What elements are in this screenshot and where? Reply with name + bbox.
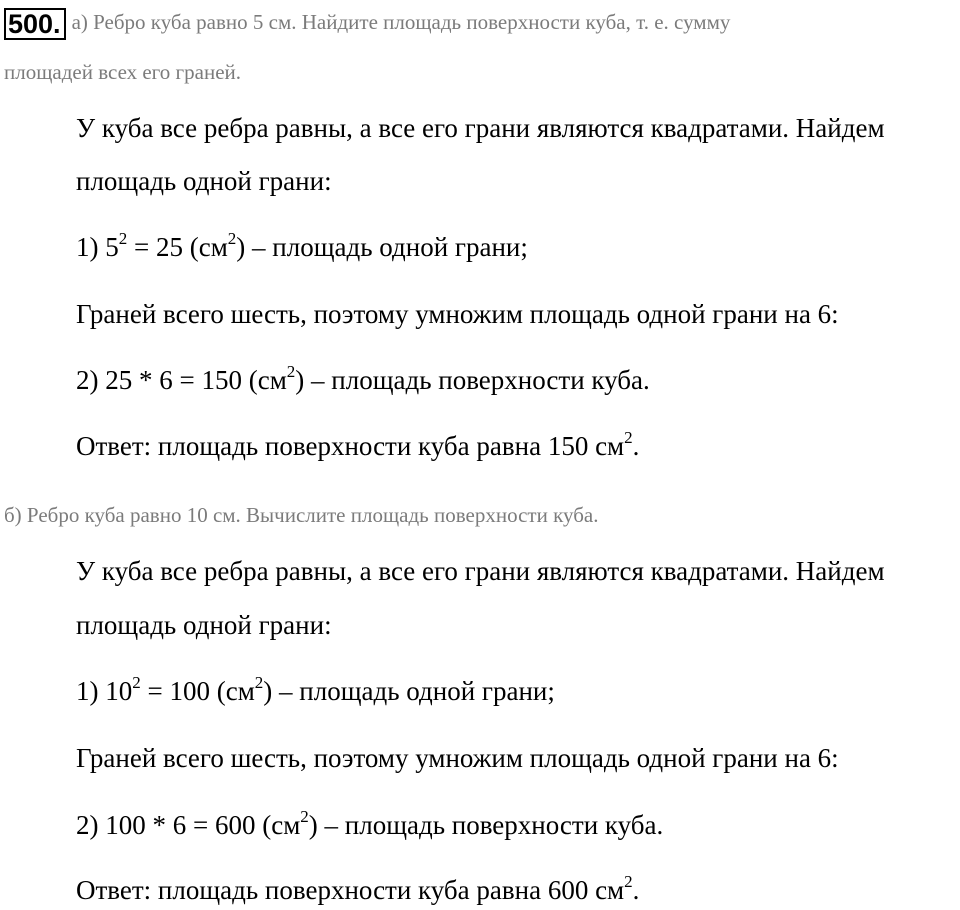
solution-b-step2 — [76, 807, 664, 840]
answer-prefix: Ответ: площадь поверхности куба равна 150 см — [76, 431, 625, 461]
step2-suffix: ) – площадь поверхности куба. — [295, 365, 650, 395]
step2-unit-exponent: 2 — [300, 807, 309, 826]
solution-b-answer — [76, 872, 640, 905]
task-a-text-line1: а) Ребро куба равно 5 см. Найдите площадь поверхности куба, т. е. сумму — [71, 10, 731, 34]
answer-unit-exponent: 2 — [624, 428, 633, 447]
solution-a-faces-note: Граней всего шесть, поэтому умножим площадь одной грани на 6: — [76, 299, 839, 329]
task-statement-a — [4, 8, 730, 40]
answer-suffix: . — [632, 431, 640, 461]
solution-a-step2 — [76, 362, 650, 395]
solution-a-intro-line2: площадь одной грани: — [76, 166, 332, 196]
task-statement-b: б) Ребро куба равно 10 см. Вычислите площадь поверхности куба. — [4, 503, 599, 527]
solution-b-step1 — [76, 673, 555, 706]
step1-unit-exponent: 2 — [227, 229, 237, 248]
task-number: 500. — [4, 8, 66, 40]
step1-exponent: 2 — [118, 229, 128, 248]
answer-prefix: Ответ: площадь поверхности куба равна 600 см — [76, 875, 625, 905]
step1-exponent: 2 — [132, 673, 141, 692]
step2-prefix: 2) 100 * 6 = 600 (см — [76, 810, 301, 840]
step1-suffix: ) – площадь одной грани; — [263, 676, 555, 706]
step1-prefix: 1) 10 — [76, 676, 133, 706]
solution-b-intro-line2: площадь одной грани: — [76, 610, 332, 640]
step1-mid: = 100 (см — [140, 676, 255, 706]
step2-prefix: 2) 25 * 6 = 150 (см — [76, 365, 287, 395]
step1-prefix: 1) 5 — [76, 232, 119, 262]
solution-b-intro-line1: У куба все ребра равны, а все его грани являются квадратами. Найдем — [76, 556, 885, 586]
step1-mid: = 25 (см — [127, 232, 228, 262]
answer-suffix: . — [632, 875, 640, 905]
solution-a-step1 — [76, 229, 528, 262]
step1-unit-exponent: 2 — [254, 673, 264, 692]
answer-unit-exponent: 2 — [624, 872, 633, 891]
solution-b-faces-note: Граней всего шесть, поэтому умножим площадь одной грани на 6: — [76, 743, 839, 773]
step2-suffix: ) – площадь поверхности куба. — [308, 810, 664, 840]
solution-a-intro-line1: У куба все ребра равны, а все его грани являются квадратами. Найдем — [76, 113, 885, 143]
task-a-text-line2: площадей всех его граней. — [4, 60, 242, 84]
step2-unit-exponent: 2 — [286, 362, 296, 381]
solution-a-answer — [76, 428, 640, 461]
step1-suffix: ) – площадь одной грани; — [236, 232, 528, 262]
